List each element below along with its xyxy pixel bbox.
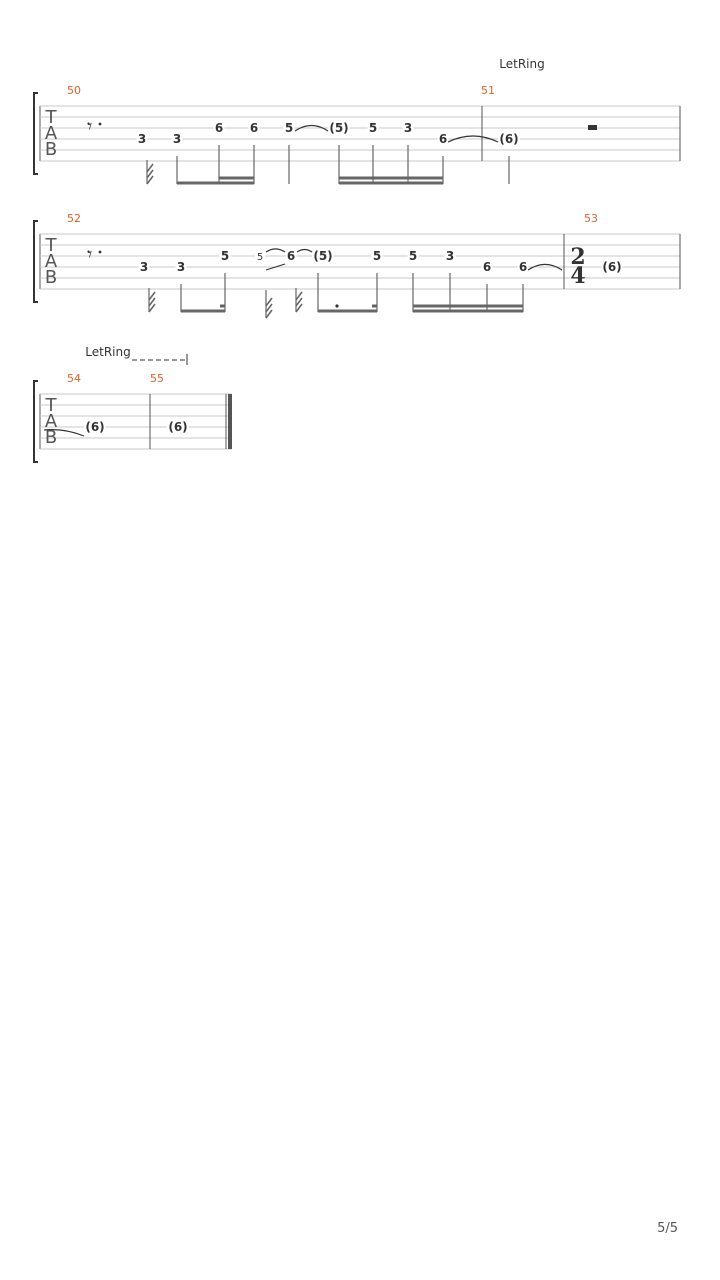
beam [413,305,523,308]
fret-number: 6 [286,249,296,263]
rest-dot [99,123,102,126]
fret-number: 6 [518,260,528,274]
fret-number: 6 [214,121,224,135]
fret-number: 5 [408,249,418,263]
tab-clef-letter: T [45,107,57,128]
fret-number: 3 [137,132,147,146]
fret-number: 5 [284,121,294,135]
fret-number: 5 [372,249,382,263]
fret-number: 5 [368,121,378,135]
fret-number: 3 [403,121,413,135]
measure-number: 54 [67,372,81,385]
tab-clef-letter: B [44,267,58,288]
tab-clef-letter: A [44,123,58,144]
beam [177,182,254,185]
fret-number: (6) [85,420,105,434]
measure-number: 50 [67,84,81,97]
eighth-rest: 𝄾 [87,242,93,266]
fret-number: 6 [249,121,259,135]
system-bracket [34,221,38,302]
tab-clef-letter: A [44,411,58,432]
fret-number: 6 [438,132,448,146]
let-ring-label: LetRing [499,57,545,71]
system-bracket [34,381,38,462]
beam [339,177,443,180]
fret-number: 3 [445,249,455,263]
rest-dot [99,251,102,254]
fret-number: (6) [168,420,188,434]
eighth-rest: 𝄾 [87,114,93,138]
fret-number: 6 [482,260,492,274]
staff-system-1 [34,57,680,185]
fret-number: 3 [139,260,149,274]
page-number: 5/5 [657,1221,678,1236]
beam [219,177,254,180]
system-bracket [34,93,38,174]
fret-number: 5 [220,249,230,263]
time-signature-top: 2 [570,244,586,270]
beam [339,182,443,185]
grace-fret-number: 5 [256,252,264,263]
measure-number: 55 [150,372,164,385]
beam [220,305,225,308]
fret-number: (5) [313,249,333,263]
tab-clef-letter: B [44,139,58,160]
beam [181,310,225,313]
tie [266,249,285,252]
tab-clef-letter: A [44,251,58,272]
staff-system-2 [34,212,680,318]
fret-number: (6) [602,260,622,274]
staff-system-3 [34,345,232,462]
let-ring-label: LetRing [85,345,131,359]
beam [318,310,377,313]
measure-number: 53 [584,212,598,225]
fret-number: (5) [329,121,349,135]
fret-number: 3 [172,132,182,146]
time-signature-bottom: 4 [570,263,586,289]
fret-number: 3 [176,260,186,274]
duration-dot [335,304,338,307]
beam [413,310,523,313]
beam [372,305,377,308]
tab-clef-letter: B [44,427,58,448]
measure-number: 52 [67,212,81,225]
tie [297,250,312,253]
fret-number: (6) [499,132,519,146]
half-rest [588,125,597,130]
tab-clef-letter: T [45,235,57,256]
tab-clef-letter: T [45,395,57,416]
measure-number: 51 [481,84,495,97]
